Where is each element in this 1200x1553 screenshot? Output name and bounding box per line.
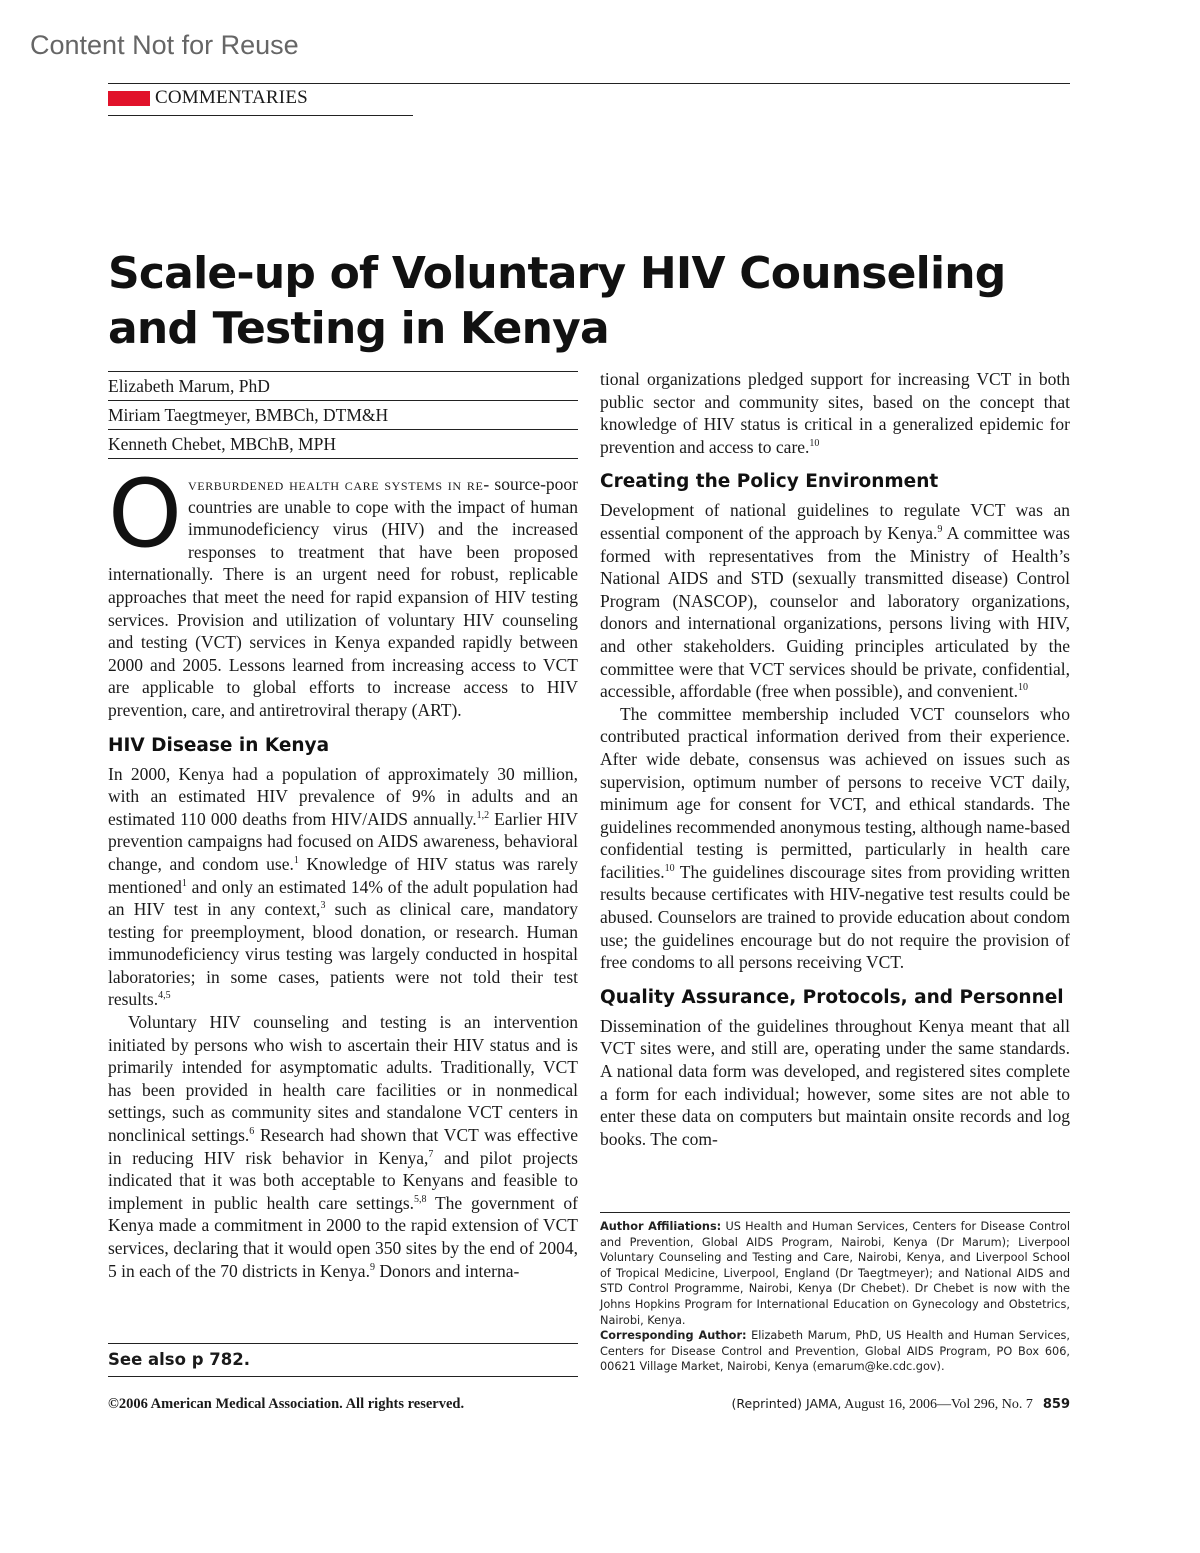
author-affiliations: [600, 1212, 1070, 1375]
heading-policy: Creating the Policy Environment: [600, 471, 939, 493]
affiliations-paragraph: [600, 1219, 1070, 1328]
quality-paragraph-1: Dissemination of the guidelines throughout Kenya meant that all VCT sites were, and still are, operating under the same standards. A national data form was developed, and registered sites complete a form for each individual; however, some sites are not able to enter these data on computers but maintain onsite records and log books. The com-: [600, 1015, 1070, 1149]
corresponding-paragraph: [600, 1328, 1070, 1375]
heading-hiv-disease: HIV Disease in Kenya: [108, 734, 330, 756]
reference-marker: 3: [320, 900, 326, 912]
text-run: such as clinical care, mandatory testing for preemployment, blood donation, or research. Human immunodeficiency virus testing was largely conducted in hospital laboratories; in some cases, patients were not told their test results.: [108, 899, 578, 1010]
text-run: A committee was formed with representatives from the Ministry of Health’s National AIDS and STD (sexually transmitted disease) Control Program (NASCOP), counselor and laboratory organizations, donors and international organizations, persons living with HIV, and other stakeholders. Guiding principles articulated by the committee were that VCT services should be private, confidential, accessible, affordable (free when possible), and convenient.: [600, 522, 1070, 702]
title-line-2: and Testing in Kenya: [108, 303, 609, 354]
reference-marker: 10: [809, 437, 820, 449]
text-run: The government of Kenya made a commitment in 2000 to the rapid extension of VCT services, declaring that it would open 350 sites by the end of 2004, 5 in each of the 70 districts in Kenya.: [108, 1192, 578, 1281]
reference-marker: 4,5: [158, 990, 171, 1002]
watermark-text: Content Not for Reuse: [30, 30, 299, 60]
hiv-paragraph-2: [108, 1011, 578, 1282]
text-run: Earlier HIV prevention campaigns had focused on AIDS awareness, behavioral change, and condom use.: [108, 808, 578, 874]
title-line-1: Scale-up of Voluntary HIV Counseling: [108, 248, 1006, 299]
page-number: 859: [1042, 1397, 1070, 1412]
text-run: In 2000, Kenya had a population of approximately 30 million, with an estimated HIV prevalence of 9% in adults and an estimated 110 000 deaths from HIV/AIDS annually.: [108, 763, 578, 829]
policy-paragraph-2: [600, 703, 1070, 974]
top-rule: [108, 83, 1070, 84]
heading-quality: Quality Assurance, Protocols, and Personnel: [600, 986, 1064, 1008]
copyright-notice: ©2006 American Medical Association. All rights reserved.: [108, 1396, 465, 1412]
continued-paragraph: [600, 368, 1070, 458]
left-column: [108, 460, 579, 1282]
reference-marker: 10: [664, 863, 675, 875]
affiliations-label: Author Affiliations:: [600, 1220, 722, 1233]
section-label-text: COMMENTARIES: [155, 87, 308, 108]
right-column: [600, 368, 1070, 1150]
text-run: Knowledge of HIV status was rarely mentioned: [108, 853, 579, 897]
drop-cap: O: [108, 460, 182, 569]
journal-citation: [732, 1396, 1071, 1413]
policy-paragraph-1: [600, 499, 1070, 702]
author-2: Miriam Taegtmeyer, BMBCh, DTM&H: [108, 400, 578, 429]
section-label: [108, 88, 413, 116]
author-1: Elizabeth Marum, PhD: [108, 371, 578, 400]
reference-marker: 1: [293, 855, 299, 867]
text-run: Development of national guidelines to regulate VCT was an essential component of the approach by Kenya.: [600, 500, 1070, 543]
hiv-paragraph-1: [108, 763, 578, 1012]
reference-marker: 10: [1018, 682, 1029, 694]
intro-smallcaps: verburdened health care systems in re-: [188, 474, 490, 494]
journal-name: (Reprinted) JAMA,: [731, 1396, 842, 1411]
text-run: tional organizations pledged support for increasing VCT in both public sector and community sites, based on the concept that knowledge of HIV status is critical in a generalized epidemic for prevention and access to care.: [600, 369, 1070, 457]
text-run: Research had shown that VCT was effective in reducing HIV risk behavior in Kenya,: [108, 1125, 578, 1168]
corresponding-label: Corresponding Author:: [600, 1329, 747, 1343]
affiliations-text: US Health and Human Services, Centers for Disease Control and Prevention, Global AIDS Program, Nairobi, Kenya (Dr Marum); Liverpool Voluntary Counseling and Testing and Care, Nairobi, Kenya, and Liverpool School of Tropical Medicine, Liverpool, England (Dr Taegtmeyer); and National AIDS and STD Control Programme, Nairobi, Kenya (Dr Chebet). Dr Chebet is now with the Johns Hopkins Program for International Education on Gynecology and Obstetrics, Nairobi, Kenya.: [600, 1220, 1070, 1327]
intro-paragraph: [108, 460, 578, 722]
intro-text: source-poor countries are unable to cope with the impact of human immunodeficiency virus (HIV) and the increased responses to treatment that have been proposed internationally. There is an urgent need for robust, replicable approaches that meet the need for rapid expansion of HIV testing services. Provision and utilization of voluntary HIV counseling and testing (VCT) services in Kenya expanded rapidly between 2000 and 2005. Lessons learned from increasing access to VCT are applicable to global efforts to increase access to HIV prevention, care, and antiretroviral therapy (ART).: [108, 474, 578, 720]
reference-marker: 6: [249, 1126, 255, 1138]
see-also-note: See also p 782.: [108, 1343, 578, 1377]
reference-marker: 1: [181, 877, 187, 889]
text-run: Voluntary HIV counseling and testing is an intervention initiated by persons who wish to ascertain their HIV status and is primarily intended for asymptomatic adults. Traditionally, VCT has been provided in health care facilities or in nonmedical settings, such as community sites and standalone VCT centers in nonclinical settings.: [108, 1012, 578, 1146]
corresponding-text: Elizabeth Marum, PhD, US Health and Human Services, Centers for Disease Control and Prevention, Global AIDS Program, PO Box 606, 00621 Village Market, Nairobi, Kenya (emarum@ke.cdc.gov).: [600, 1329, 1070, 1374]
reference-marker: 9: [369, 1261, 375, 1273]
text-run: and pilot projects indicated that it was both acceptable to Kenyans and feasible to implement in public health care settings.: [108, 1147, 578, 1213]
text-run: The guidelines discourage sites from providing written results because certificates with HIV-negative test results could be abused. Counselors are trained to provide education about condom use; the guidelines encourage but do not require the provision of free condoms to all persons receiving VCT.: [600, 861, 1070, 973]
article-title: [108, 246, 1008, 356]
author-list: [108, 371, 578, 459]
reference-marker: 1,2: [476, 809, 490, 821]
reference-marker: 9: [937, 524, 943, 536]
issue-date: August 16, 2006—Vol 296, No. 7: [841, 1397, 1033, 1412]
section-color-block: [108, 91, 150, 106]
reference-marker: 5,8: [414, 1193, 427, 1205]
reference-marker: 7: [428, 1148, 434, 1160]
author-3: Kenneth Chebet, MBChB, MPH: [108, 429, 578, 459]
text-run: and only an estimated 14% of the adult population had an HIV test in any context,: [108, 876, 578, 920]
text-run: The committee membership included VCT counselors who contributed practical information derived from their experience. After wide debate, consensus was achieved on issues such as supervision, optimum number of persons to receive VCT daily, minimum age for consent for VCT, and ethical standards. The guidelines recommended anonymous testing, although name-based confidential testing is permitted, particularly in health care facilities.: [600, 703, 1070, 882]
text-run: Donors and interna-: [374, 1260, 520, 1281]
